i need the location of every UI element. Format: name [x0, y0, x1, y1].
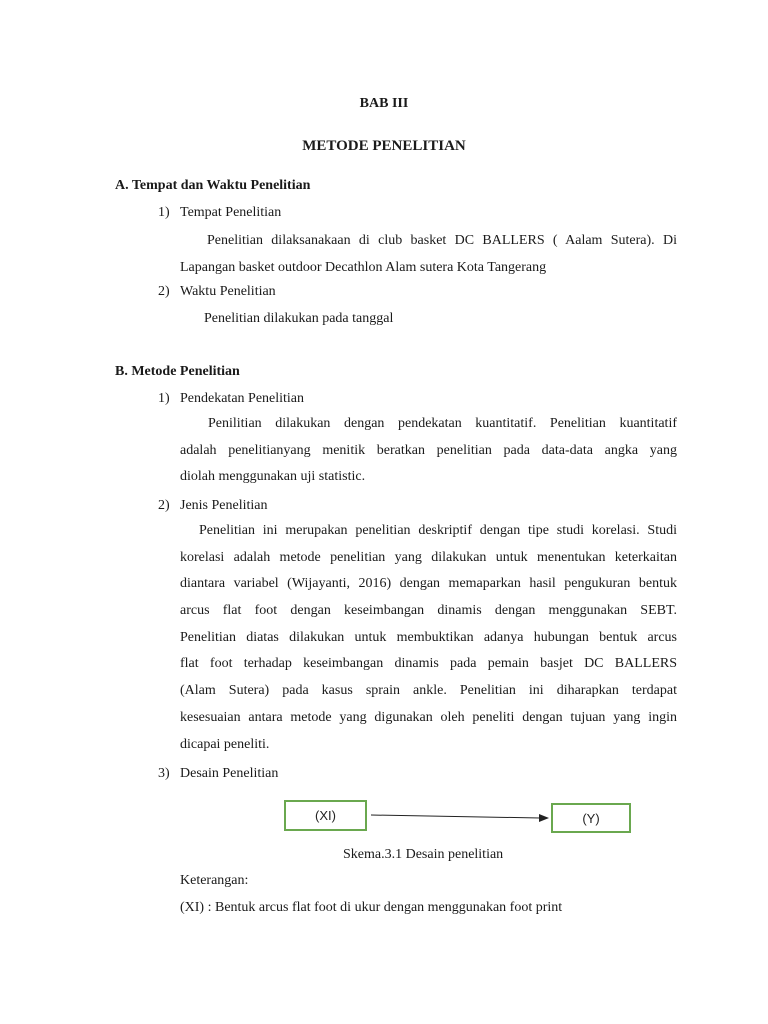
paragraph-line: diolah menggunakan uji statistic.	[180, 469, 366, 485]
paragraph-line: kesesuaian antara metode yang digunakan oleh peneliti dengan tujuan yang ingin	[180, 709, 677, 725]
section-b-item2-number: 2)	[158, 498, 170, 513]
section-b-item2-label: Jenis Penelitian	[180, 498, 268, 513]
section-b-item1-label: Pendekatan Penelitian	[180, 391, 305, 406]
section-b-item3-label: Desain Penelitian	[180, 766, 279, 781]
paragraph-line: Penelitian dilaksanakaan di club basket DC BALLERS ( Aalam Sutera). Di	[207, 233, 677, 248]
section-a-heading: A. Tempat dan Waktu Penelitian	[115, 178, 311, 193]
paragraph-line: (Alam Sutera) pada kasus sprain ankle. Penelitian ini diharapkan terdapat	[180, 683, 677, 699]
paragraph-line: arcus flat foot dengan keseimbangan dinamis dengan menggunakan SEBT.	[180, 603, 677, 619]
paragraph-line: Penelitian diatas dilakukan untuk membuktikan adanya hubungan bentuk arcus	[180, 629, 677, 645]
section-b-item3-number: 3)	[158, 766, 170, 781]
paragraph-line: adalah penelitianyang menitik beratkan penelitian pada data-data angka yang	[180, 442, 677, 458]
keterangan-line-1: (XI) : Bentuk arcus flat foot di ukur dengan menggunakan foot print	[180, 900, 563, 915]
section-a-item2-label: Waktu Penelitian	[180, 284, 276, 299]
paragraph-line: Penilitian dilakukan dengan pendekatan kuantitatif. Penelitian kuantitatif	[208, 416, 677, 431]
section-b-item1-number: 1)	[158, 391, 170, 406]
section-a-item1-label: Tempat Penelitian	[180, 205, 282, 220]
paragraph-line: Lapangan basket outdoor Decathlon Alam sutera Kota Tangerang	[180, 259, 547, 275]
section-b-heading: B. Metode Penelitian	[115, 364, 240, 379]
paragraph-line: flat foot terhadap keseimbangan dinamis pada pemain basjet DC BALLERS	[180, 656, 677, 672]
paragraph-line: diantara variabel (Wijayanti, 2016) dengan memaparkan hasil pengukuran bentuk	[180, 576, 677, 592]
variable-y-box: (Y)	[551, 803, 631, 833]
section-a-item2-number: 2)	[158, 284, 170, 299]
chapter-heading: BAB III	[359, 96, 409, 111]
paragraph-line: Penelitian ini merupakan penelitian deskriptif dengan tipe studi korelasi. Studi	[199, 523, 677, 538]
diagram-caption: Skema.3.1 Desain penelitian	[343, 847, 504, 862]
section-a-item2-text: Penelitian dilakukan pada tanggal	[204, 311, 394, 326]
paragraph-line: korelasi adalah metode penelitian yang dilakukan untuk menentukan keterkaitan	[180, 549, 677, 565]
variable-x-box: (XI)	[284, 800, 367, 831]
paragraph-line: dicapai peneliti.	[180, 736, 270, 752]
section-a-item1-number: 1)	[158, 205, 170, 220]
chapter-title: METODE PENELITIAN	[302, 138, 466, 154]
keterangan-label: Keterangan:	[180, 873, 249, 888]
